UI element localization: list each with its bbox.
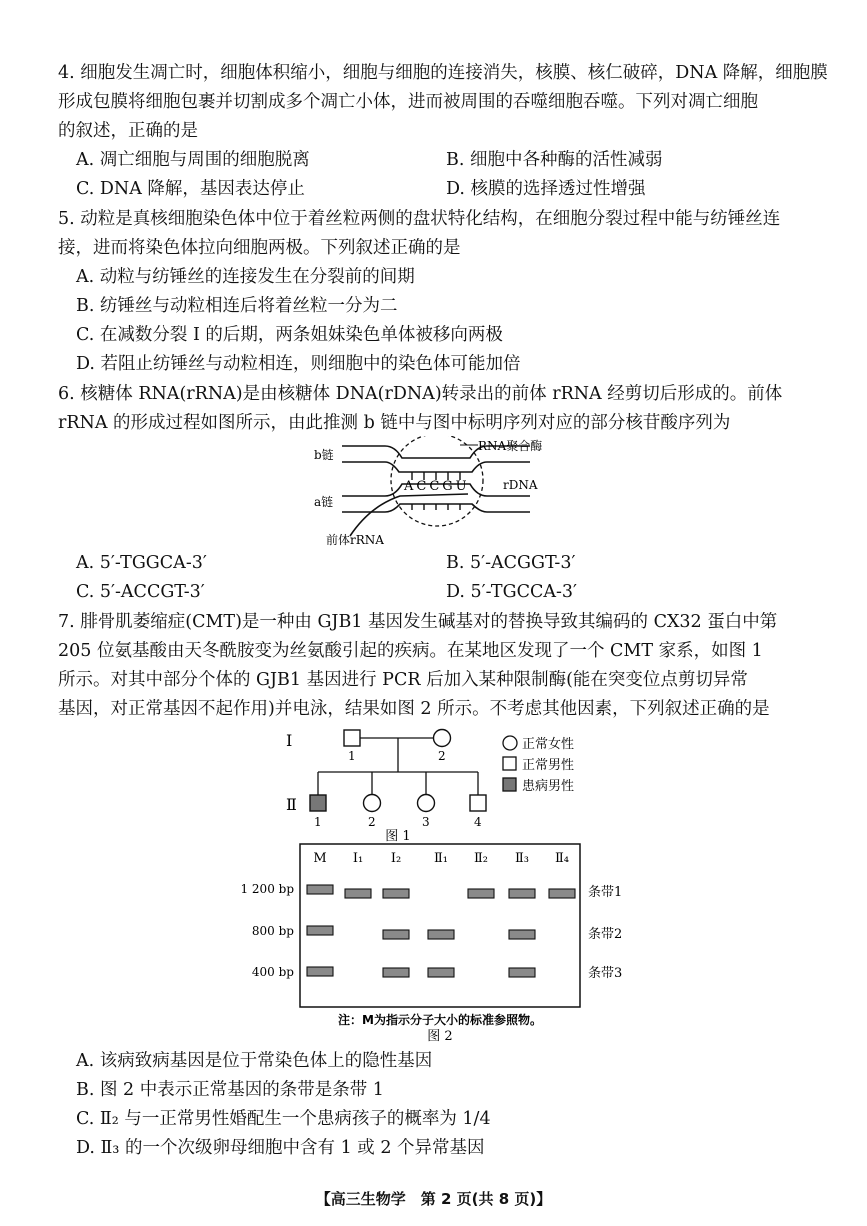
gel-band <box>345 889 371 898</box>
ii2-number: 2 <box>368 815 376 829</box>
gel-band <box>509 889 535 898</box>
gel-band <box>383 968 409 977</box>
rna-polymerase-label: RNA聚合酶 <box>478 439 543 453</box>
marker-800bp: 800 bp <box>251 924 294 938</box>
q6-stem-line-1: 6. 核糖体 RNA(rRNA)是由核糖体 DNA(rDNA)转录出的前体 rRNA 经剪切后形成的。前体 <box>58 384 783 404</box>
ii1-number: 1 <box>314 815 322 829</box>
q4-option-c: C. DNA 降解，基因表达停止 <box>76 179 305 199</box>
transcription-diagram <box>300 436 570 548</box>
q6-option-d: D. 5′-TGCCA-3′ <box>446 582 578 602</box>
legend-normal-male: 正常男性 <box>522 758 575 773</box>
generation-i-label: Ⅰ <box>286 731 293 750</box>
q6-option-a: A. 5′-TGGCA-3′ <box>76 553 207 573</box>
q4-option-b: B. 细胞中各种酶的活性减弱 <box>446 150 663 170</box>
q5-stem-line-2: 接，进而将染色体拉向细胞两极。下列叙述正确的是 <box>58 238 461 258</box>
q6-stem-line-2: rRNA 的形成过程如图所示，由此推测 b 链中与图中标明序列对应的部分核苷酸序列为 <box>58 413 731 433</box>
lane-m: M <box>313 851 327 866</box>
q5-option-d: D. 若阻止纺锤丝与动粒相连，则细胞中的染色体可能加倍 <box>76 354 521 374</box>
gel-band <box>307 885 333 894</box>
q7-option-c: C. Ⅱ₂ 与一正常男性婚配生一个患病孩子的概率为 1/4 <box>76 1109 491 1129</box>
figure-2-caption: 图 2 <box>427 1029 453 1042</box>
legend-affected-male: 患病男性 <box>522 779 575 794</box>
gel-band <box>549 889 575 898</box>
generation-ii-label: Ⅱ <box>286 795 297 814</box>
b-strand-label: b链 <box>314 448 334 462</box>
lane-i1: Ⅰ₁ <box>352 851 364 866</box>
individual-ii1-affected <box>310 795 326 811</box>
q7-stem-line-2: 205 位氨基酸由天冬酰胺变为丝氨酸引起的疾病。在某地区发现了一个 CMT 家系，如图 1 <box>58 641 763 661</box>
band-2-label: 条带2 <box>588 927 623 942</box>
band-3-label: 条带3 <box>588 966 623 981</box>
gel-band <box>307 967 333 976</box>
q4-option-a: A. 凋亡细胞与周围的细胞脱离 <box>76 150 310 170</box>
gel-band <box>509 930 535 939</box>
ii3-number: 3 <box>422 815 430 829</box>
q4-stem-line-1: 4. 细胞发生凋亡时，细胞体积缩小，细胞与细胞的连接消失，核膜、核仁破碎，DNA 降解，细胞膜 <box>58 63 828 83</box>
gel-band <box>428 930 454 939</box>
lane-ii4: Ⅱ₄ <box>554 851 570 866</box>
gel-band <box>509 968 535 977</box>
q5-stem-line-1: 5. 动粒是真核细胞染色体中位于着丝粒两侧的盘状特化结构，在细胞分裂过程中能与纺锤丝连 <box>58 209 781 229</box>
q5-option-c: C. 在减数分裂 Ⅰ 的后期，两条姐妹染色单体被移向两极 <box>76 325 503 345</box>
figure-2-note: 注：M为指示分子大小的标准参照物。 <box>338 1013 542 1027</box>
figure-1-caption: 图 1 <box>385 829 411 844</box>
electrophoresis-figure <box>238 842 658 1042</box>
lane-i2: Ⅰ₂ <box>390 851 402 866</box>
gel-band <box>383 930 409 939</box>
pedigree-figure <box>280 726 600 844</box>
q6-option-c: C. 5′-ACCGT-3′ <box>76 582 205 602</box>
q4-stem-line-3: 的叙述，正确的是 <box>58 121 198 141</box>
individual-ii4 <box>470 795 486 811</box>
q7-stem-line-3: 所示。对其中部分个体的 GJB1 基因进行 PCR 后加入某种限制酶(能在突变位点剪切异常 <box>58 670 748 690</box>
i2-number: 2 <box>438 749 446 763</box>
i1-number: 1 <box>348 749 356 763</box>
q5-option-a: A. 动粒与纺锤丝的连接发生在分裂前的间期 <box>76 267 415 287</box>
q7-stem-line-1: 7. 腓骨肌萎缩症(CMT)是一种由 GJB1 基因发生碱基对的替换导致其编码的 CX32 蛋白中第 <box>58 612 778 632</box>
individual-i1 <box>344 730 360 746</box>
gel-band <box>383 889 409 898</box>
page-footer: 【高三生物学 第 2 页(共 8 页)】 <box>315 1190 552 1208</box>
gel-band <box>428 968 454 977</box>
marker-1200bp: 1 200 bp <box>240 882 294 896</box>
pre-rrna-label: 前体rRNA <box>326 533 384 547</box>
marker-400bp: 400 bp <box>251 965 294 979</box>
individual-i2 <box>434 730 451 747</box>
ii4-number: 4 <box>474 815 482 829</box>
lane-ii3: Ⅱ₃ <box>514 851 530 866</box>
q4-stem-line-2: 形成包膜将细胞包裹并切割成多个凋亡小体，进而被周围的吞噬细胞吞噬。下列对凋亡细胞 <box>58 92 758 112</box>
q5-option-b: B. 纺锤丝与动粒相连后将着丝粒一分为二 <box>76 296 398 316</box>
lane-ii2: Ⅱ₂ <box>473 851 489 866</box>
individual-ii3 <box>418 795 435 812</box>
gel-band <box>307 926 333 935</box>
sequence-label: ACCGU <box>404 479 470 494</box>
q7-option-b: B. 图 2 中表示正常基因的条带是条带 1 <box>76 1080 384 1100</box>
q7-stem-line-4: 基因，对正常基因不起作用)并电泳，结果如图 2 所示。不考虑其他因素，下列叙述正确的是 <box>58 699 770 719</box>
q4-option-d: D. 核膜的选择透过性增强 <box>446 179 646 199</box>
q7-option-d: D. Ⅱ₃ 的一个次级卵母细胞中含有 1 或 2 个异常基因 <box>76 1138 485 1158</box>
rdna-label: rDNA <box>503 478 538 492</box>
gel-band <box>468 889 494 898</box>
individual-ii2 <box>364 795 381 812</box>
legend-normal-female: 正常女性 <box>522 737 575 752</box>
q7-option-a: A. 该病致病基因是位于常染色体上的隐性基因 <box>76 1051 433 1071</box>
band-1-label: 条带1 <box>588 885 623 900</box>
a-strand-label: a链 <box>314 495 334 509</box>
lane-ii1: Ⅱ₁ <box>433 851 449 866</box>
q6-option-b: B. 5′-ACGGT-3′ <box>446 553 576 573</box>
